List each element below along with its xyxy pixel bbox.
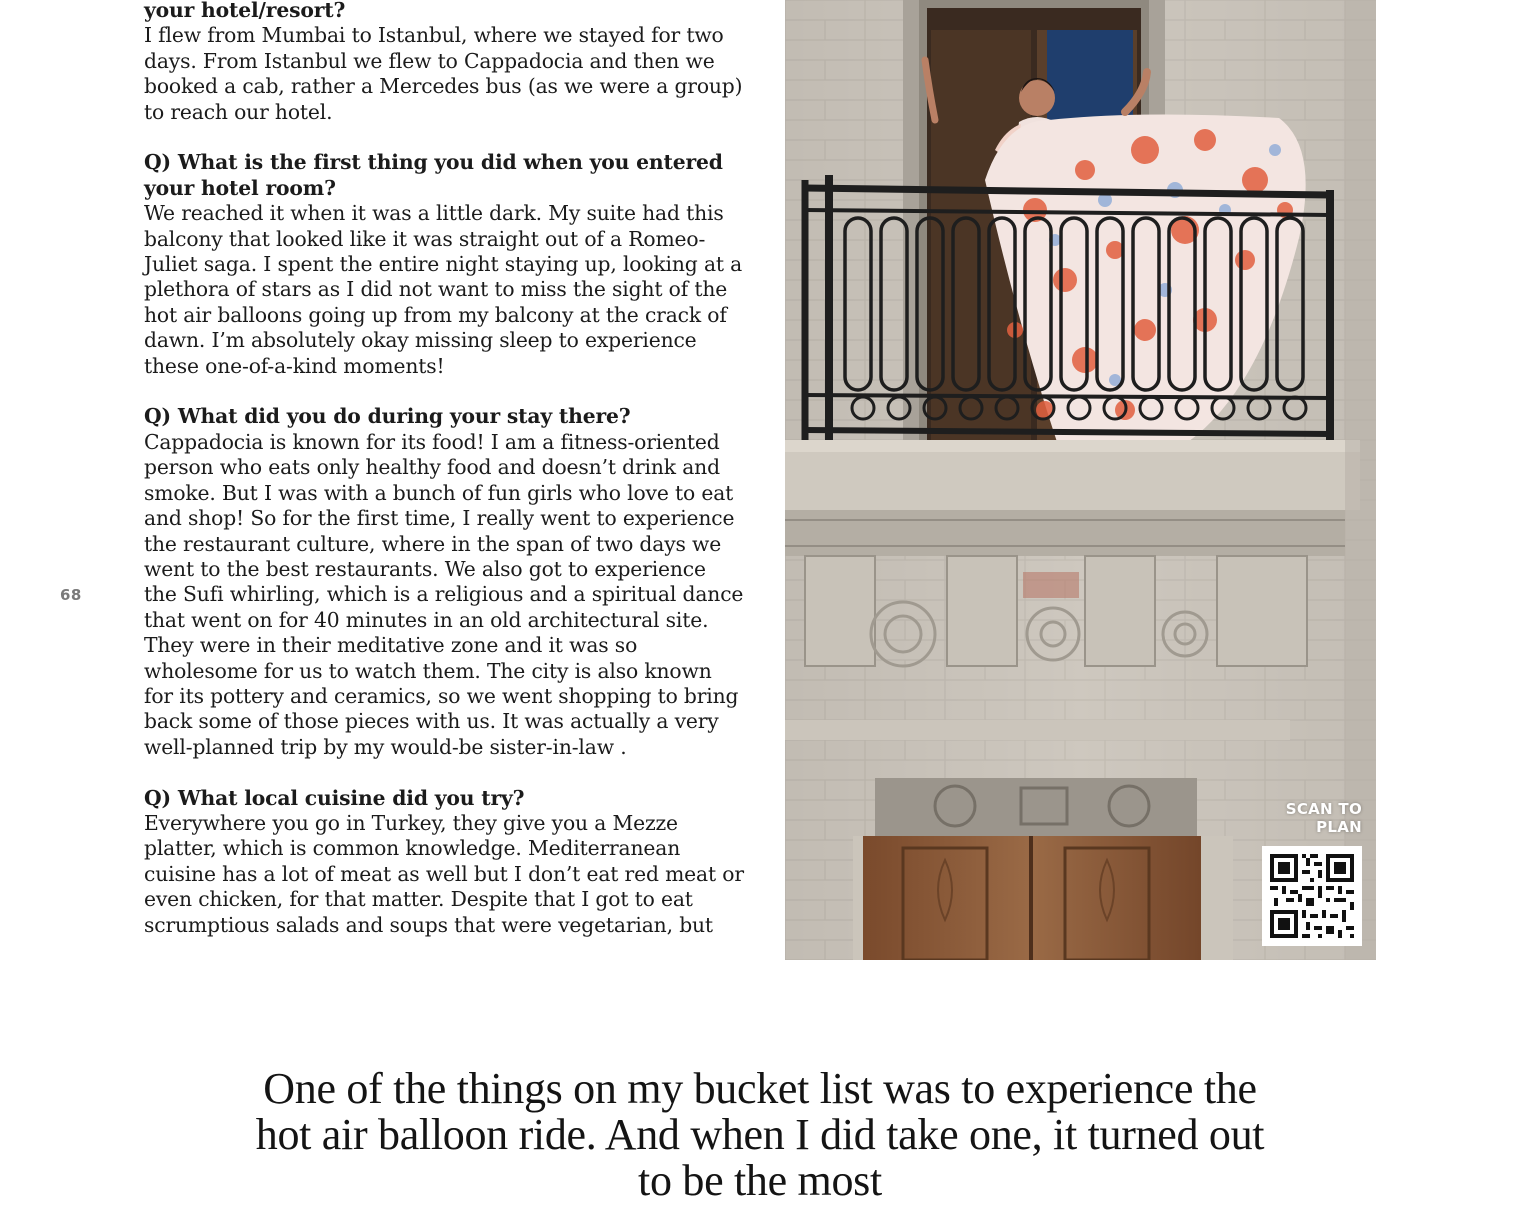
answer-paragraph: Everywhere you go in Turkey, they give you a Mezze platter, which is common knowledge. Mediterranean cuisine has a lot of meat as well but I don’t eat red meat or even chicken, for that matter. Despite that I got to eat scrumptious salads and soups that were vegetarian, but bbox=[144, 810, 744, 937]
scan-to-plan-label: SCAN TO PLAN bbox=[1285, 800, 1362, 836]
question-heading: Q) What is the first thing you did when you entered your hotel room? bbox=[144, 150, 723, 200]
qr-code-icon bbox=[1262, 846, 1362, 946]
qa-block bbox=[144, 404, 744, 760]
pull-quote: One of the things on my bucket list was to experience the hot air balloon ride. And when I did take one, it turned out to be the most bbox=[255, 1064, 1265, 1205]
qa-block bbox=[144, 786, 744, 938]
question-heading: your hotel/resort? bbox=[144, 0, 346, 22]
qa-block bbox=[144, 0, 744, 125]
answer-paragraph: Cappadocia is known for its food! I am a fitness-oriented person who eats only healthy food and doesn’t drink and smoke. But I was with a bunch of fun girls who love to eat and shop! So for the first time, I really went to experience the restaurant culture, where in the span of two days we went to the best restaurants. We also got to experience the Sufi whirling, which is a religious and a spiritual dance that went on for 40 minutes in an old architectural site. They were in their meditative zone and it was so wholesome for us to watch them. The city is also known for its pottery and ceramics, so we went shopping to bring back some of those pieces with us. It was actually a very well-planned trip by my would-be sister-in-law . bbox=[144, 429, 744, 759]
answer-paragraph: We reached it when it was a little dark. My suite had this balcony that looked like it was straight out of a Romeo-Juliet saga. I spent the entire night staying up, looking at a plethora of stars as I did not want to miss the sight of the hot air balloons going up from my balcony at the crack of dawn. I’m absolutely okay missing sleep to experience these one-of-a-kind moments! bbox=[144, 201, 743, 378]
article-text-column bbox=[144, 0, 744, 938]
balcony-photo bbox=[785, 0, 1376, 960]
question-heading: Q) What did you do during your stay there? bbox=[144, 404, 631, 429]
qr-code[interactable] bbox=[1262, 846, 1362, 946]
answer-paragraph: I flew from Mumbai to Istanbul, where we stayed for two days. From Istanbul we flew to Cappadocia and then we booked a cab, rather a Mercedes bus (as we were a group) to reach our hotel. bbox=[144, 23, 743, 124]
qa-block bbox=[144, 150, 744, 379]
page-number: 68 bbox=[60, 586, 82, 604]
question-heading: Q) What local cuisine did you try? bbox=[144, 785, 525, 810]
